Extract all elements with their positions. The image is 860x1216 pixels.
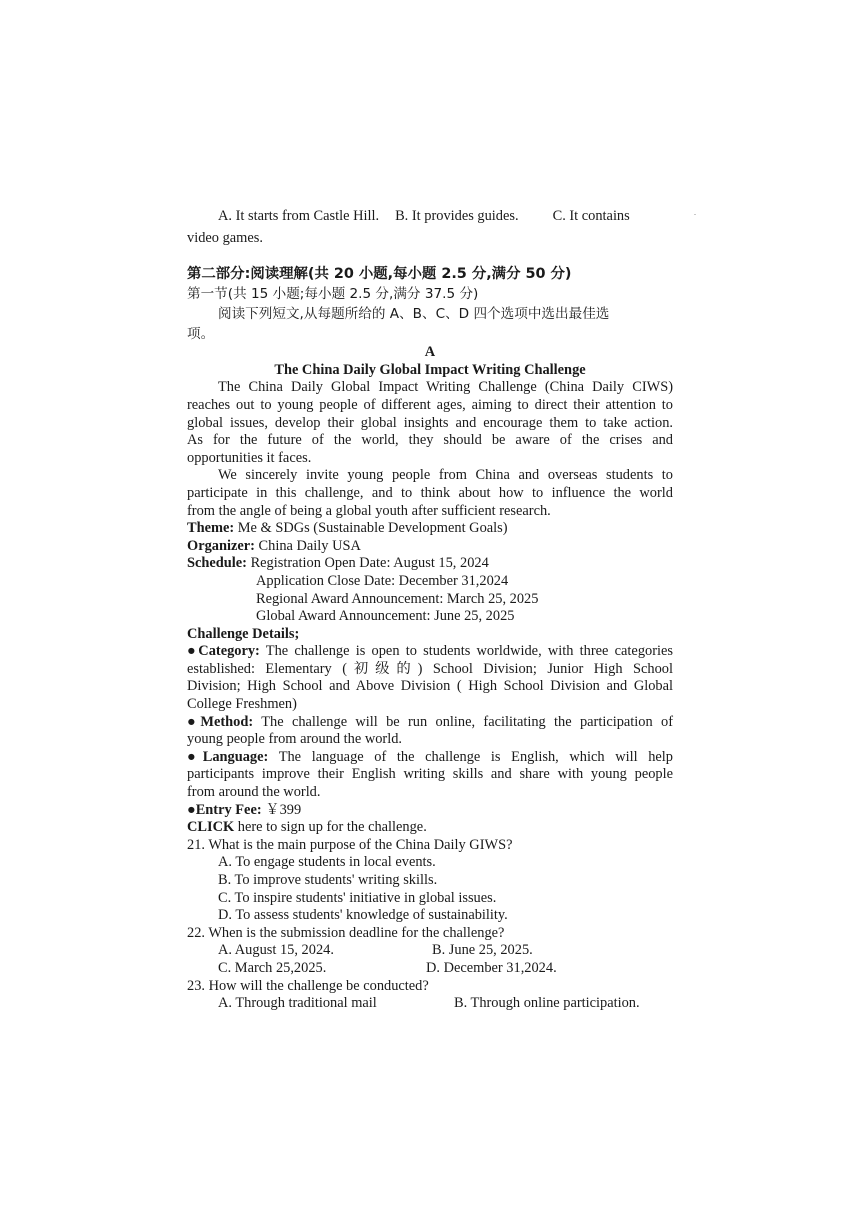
paragraph-line: reaches out to young people of different ages, aiming to direct their attention to: [187, 396, 673, 413]
language-text: The language of the challenge is English, which will help: [268, 748, 673, 765]
answer-option: D. December 31,2024.: [426, 959, 557, 976]
paragraph-line: The China Daily Global Impact Writing Challenge (China Daily CIWS): [218, 379, 673, 396]
prev-option-c-continued: video games.: [187, 229, 263, 246]
organizer-value: China Daily USA: [254, 537, 361, 554]
category-line: Division; High School and Above Division ( High School Division and Global: [187, 678, 673, 695]
method-label: ●Method:: [187, 713, 254, 730]
schedule-item: Regional Award Announcement: March 25, 2025: [256, 590, 539, 607]
category-line: College Freshmen): [187, 696, 297, 713]
language-line: participants improve their English writing skills and share with young people: [187, 766, 673, 783]
answer-option: C. To inspire students' initiative in global issues.: [218, 889, 497, 906]
entry-fee-value: ￥399: [261, 801, 302, 818]
passage-title: The China Daily Global Impact Writing Challenge: [274, 361, 586, 378]
question-stem: 22. When is the submission deadline for the challenge?: [187, 924, 505, 941]
category-block: [187, 643, 673, 713]
paragraph-line: As for the future of the world, they should be aware of the crises and: [187, 432, 673, 449]
click-text: here to sign up for the challenge.: [234, 819, 427, 836]
schedule-row: [187, 555, 673, 573]
question-21: [187, 837, 673, 925]
exam-page: [187, 208, 673, 1013]
option-row: [187, 960, 673, 978]
question-23: [187, 978, 673, 1013]
category-text: The challenge is open to students worldwide, with three categories: [259, 643, 673, 660]
answer-option: B. June 25, 2025.: [432, 942, 533, 959]
paragraph-line: opportunities it faces.: [187, 449, 312, 466]
organizer-row: [187, 538, 673, 556]
subsection-title: 第一节(共 15 小题;每小题 2.5 分,满分 37.5 分): [187, 286, 479, 303]
language-block: [187, 749, 673, 802]
instruction-line-1: 阅读下列短文,从每题所给的 A、B、C、D 四个选项中选出最佳选: [218, 306, 610, 323]
entry-fee-label: ●Entry Fee:: [187, 801, 262, 818]
entry-fee-row: [187, 802, 673, 820]
schedule-item: Global Award Announcement: June 25, 2025: [256, 608, 515, 625]
paragraph-line: global issues, develop their global insights and encourage them to take action.: [187, 414, 673, 431]
schedule-label: Schedule:: [187, 555, 247, 572]
prev-option-b: B. It provides guides.: [395, 208, 519, 224]
method-line: [187, 714, 673, 732]
question-stem: 23. How will the challenge be conducted?: [187, 977, 429, 994]
answer-option: B. Through online participation.: [454, 995, 640, 1012]
answer-option: B. To improve students' writing skills.: [218, 872, 438, 888]
method-line: young people from around the world.: [187, 731, 403, 748]
schedule-item: Application Close Date: December 31,2024: [256, 572, 509, 589]
language-line: from around the world.: [187, 784, 321, 801]
click-row: [187, 819, 673, 837]
prev-question-options: [187, 208, 673, 226]
language-label: ●Language:: [187, 748, 269, 765]
method-text: The challenge will be run online, facilitating the participation of: [253, 713, 674, 730]
prev-option-a: A. It starts from Castle Hill.: [218, 208, 380, 224]
category-label: ●Category:: [187, 643, 260, 660]
answer-option: A. To engage students in local events.: [218, 854, 436, 871]
answer-option: D. To assess students' knowledge of sustainability.: [218, 907, 508, 924]
scan-speck: [694, 214, 696, 215]
method-block: [187, 714, 673, 749]
category-line: established: Elementary (初级的) School Division; Junior High School: [187, 660, 673, 677]
question-stem: 21. What is the main purpose of the China Daily GIWS?: [187, 836, 513, 853]
theme-value: Me & SDGs (Sustainable Development Goals): [234, 520, 508, 537]
passage-letter: A: [424, 344, 436, 361]
theme-row: [187, 520, 673, 538]
question-22: [187, 925, 673, 978]
answer-option: A. August 15, 2024.: [218, 942, 334, 959]
category-line: [187, 643, 673, 661]
click-label: CLICK: [187, 819, 235, 836]
organizer-label: Organizer:: [187, 537, 255, 554]
instruction-line-2: 项。: [187, 326, 215, 343]
paragraph-line: We sincerely invite young people from China and overseas students to: [218, 467, 673, 484]
answer-option: C. March 25,2025.: [218, 959, 327, 976]
answer-option: A. Through traditional mail: [218, 995, 377, 1012]
part-title: 第二部分:阅读理解(共 20 小题,每小题 2.5 分,满分 50 分): [187, 266, 572, 283]
paragraph-2: [187, 467, 673, 520]
option-row: [187, 995, 673, 1013]
paragraph-1: [187, 379, 673, 467]
option-row: [187, 942, 673, 960]
language-line: [187, 749, 673, 767]
theme-label: Theme:: [187, 520, 235, 537]
paragraph-line: from the angle of being a global youth after sufficient research.: [187, 502, 551, 519]
details-heading: Challenge Details;: [187, 625, 300, 642]
prev-option-c: C. It contains: [552, 208, 630, 224]
schedule-item: Registration Open Date: August 15, 2024: [246, 555, 489, 572]
paragraph-line: participate in this challenge, and to think about how to influence the world: [187, 484, 673, 501]
